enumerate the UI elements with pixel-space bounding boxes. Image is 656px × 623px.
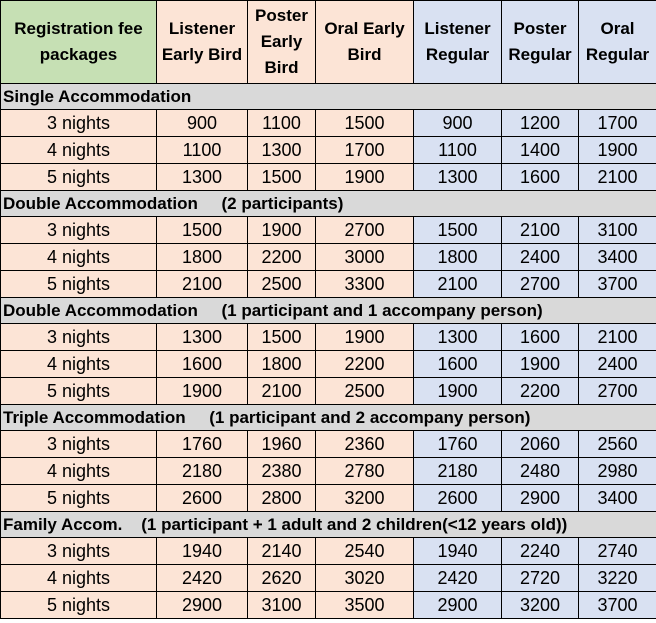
price-cell: 1760	[414, 431, 502, 458]
table-row	[1, 164, 656, 191]
row-label: 4 nights	[1, 565, 157, 592]
price-cell: 1300	[157, 164, 248, 191]
table-row	[1, 485, 656, 512]
row-label: 5 nights	[1, 592, 157, 619]
price-cell: 1900	[157, 378, 248, 405]
price-cell: 3100	[248, 592, 316, 619]
table-row	[1, 538, 656, 565]
section-title: Triple Accommodation (1 participant and 2 accompany person)	[1, 405, 656, 431]
price-cell: 1500	[248, 164, 316, 191]
price-cell: 1600	[502, 324, 579, 351]
table-row	[1, 378, 656, 405]
price-cell: 2100	[579, 324, 656, 351]
price-cell: 2500	[316, 378, 414, 405]
price-cell: 1700	[316, 137, 414, 164]
price-cell: 2700	[316, 217, 414, 244]
table-row	[1, 431, 656, 458]
price-cell: 1500	[414, 217, 502, 244]
section-header-row	[1, 405, 656, 431]
price-cell: 1900	[316, 324, 414, 351]
section-title: Double Accommodation (2 participants)	[1, 191, 656, 217]
price-cell: 1800	[157, 244, 248, 271]
price-cell: 2480	[502, 458, 579, 485]
table-row	[1, 565, 656, 592]
price-cell: 3000	[316, 244, 414, 271]
price-cell: 2900	[414, 592, 502, 619]
price-cell: 900	[414, 110, 502, 137]
header-poster-regular: Poster Regular	[502, 1, 579, 84]
price-cell: 1900	[579, 137, 656, 164]
price-cell: 2240	[502, 538, 579, 565]
section-header-row	[1, 298, 656, 324]
row-label: 4 nights	[1, 458, 157, 485]
price-cell: 3400	[579, 244, 656, 271]
header-row	[1, 1, 656, 84]
price-cell: 1600	[414, 351, 502, 378]
table-row	[1, 458, 656, 485]
price-cell: 2380	[248, 458, 316, 485]
price-cell: 1100	[414, 137, 502, 164]
price-cell: 1300	[248, 137, 316, 164]
price-cell: 1800	[248, 351, 316, 378]
price-cell: 1100	[157, 137, 248, 164]
row-label: 3 nights	[1, 538, 157, 565]
table-row	[1, 271, 656, 298]
price-cell: 3700	[579, 271, 656, 298]
section-title: Double Accommodation (1 participant and 1 accompany person)	[1, 298, 656, 324]
price-cell: 2180	[414, 458, 502, 485]
price-cell: 3400	[579, 485, 656, 512]
price-cell: 2400	[579, 351, 656, 378]
price-cell: 1300	[414, 164, 502, 191]
table-row	[1, 324, 656, 351]
price-cell: 1100	[248, 110, 316, 137]
section-header-row	[1, 84, 656, 110]
row-label: 5 nights	[1, 378, 157, 405]
price-cell: 2700	[502, 271, 579, 298]
row-label: 3 nights	[1, 324, 157, 351]
section-title: Single Accommodation	[1, 84, 656, 110]
price-cell: 1960	[248, 431, 316, 458]
price-cell: 2780	[316, 458, 414, 485]
price-cell: 1300	[157, 324, 248, 351]
section-title: Family Accom. (1 participant + 1 adult and 2 children(<12 years old))	[1, 512, 656, 538]
price-cell: 1760	[157, 431, 248, 458]
price-cell: 2200	[502, 378, 579, 405]
table-row	[1, 592, 656, 619]
row-label: 5 nights	[1, 164, 157, 191]
price-cell: 1940	[157, 538, 248, 565]
price-cell: 2800	[248, 485, 316, 512]
price-cell: 2540	[316, 538, 414, 565]
price-cell: 2100	[414, 271, 502, 298]
header-listener-regular: Listener Regular	[414, 1, 502, 84]
price-cell: 1900	[316, 164, 414, 191]
section-header-row	[1, 191, 656, 217]
price-cell: 2100	[248, 378, 316, 405]
price-cell: 1900	[414, 378, 502, 405]
price-cell: 2140	[248, 538, 316, 565]
price-cell: 2360	[316, 431, 414, 458]
price-cell: 2600	[157, 485, 248, 512]
header-oral-regular: Oral Regular	[579, 1, 656, 84]
table-row	[1, 137, 656, 164]
table-body	[1, 84, 656, 619]
header-listener-early-bird: Listener Early Bird	[157, 1, 248, 84]
header-packages: Registration fee packages	[1, 1, 157, 84]
table-row	[1, 217, 656, 244]
section-header-row	[1, 512, 656, 538]
price-cell: 2740	[579, 538, 656, 565]
table-row	[1, 244, 656, 271]
price-cell: 2900	[157, 592, 248, 619]
price-cell: 2980	[579, 458, 656, 485]
row-label: 5 nights	[1, 271, 157, 298]
price-cell: 2420	[414, 565, 502, 592]
price-cell: 3020	[316, 565, 414, 592]
price-cell: 1500	[248, 324, 316, 351]
price-cell: 3100	[579, 217, 656, 244]
row-label: 3 nights	[1, 431, 157, 458]
row-label: 3 nights	[1, 110, 157, 137]
price-cell: 1300	[414, 324, 502, 351]
price-cell: 1700	[579, 110, 656, 137]
price-cell: 1940	[414, 538, 502, 565]
table-row	[1, 351, 656, 378]
price-cell: 1600	[157, 351, 248, 378]
price-cell: 2420	[157, 565, 248, 592]
price-cell: 2620	[248, 565, 316, 592]
price-cell: 3300	[316, 271, 414, 298]
price-cell: 1600	[502, 164, 579, 191]
row-label: 5 nights	[1, 485, 157, 512]
price-cell: 2400	[502, 244, 579, 271]
price-cell: 2100	[579, 164, 656, 191]
header-oral-early-bird: Oral Early Bird	[316, 1, 414, 84]
price-cell: 2060	[502, 431, 579, 458]
price-cell: 3500	[316, 592, 414, 619]
price-cell: 2500	[248, 271, 316, 298]
price-cell: 1500	[157, 217, 248, 244]
row-label: 4 nights	[1, 351, 157, 378]
table-row	[1, 110, 656, 137]
price-cell: 900	[157, 110, 248, 137]
price-cell: 2200	[316, 351, 414, 378]
price-cell: 3220	[579, 565, 656, 592]
row-label: 4 nights	[1, 137, 157, 164]
row-label: 3 nights	[1, 217, 157, 244]
price-cell: 3200	[316, 485, 414, 512]
price-cell: 1800	[414, 244, 502, 271]
row-label: 4 nights	[1, 244, 157, 271]
price-cell: 2600	[414, 485, 502, 512]
price-cell: 3200	[502, 592, 579, 619]
price-cell: 2720	[502, 565, 579, 592]
price-cell: 2560	[579, 431, 656, 458]
price-cell: 1400	[502, 137, 579, 164]
price-cell: 2700	[579, 378, 656, 405]
price-cell: 1900	[248, 217, 316, 244]
price-cell: 3700	[579, 592, 656, 619]
header-poster-early-bird: Poster Early Bird	[248, 1, 316, 84]
price-cell: 1900	[502, 351, 579, 378]
price-cell: 2100	[502, 217, 579, 244]
price-cell: 2200	[248, 244, 316, 271]
price-cell: 1500	[316, 110, 414, 137]
price-cell: 1200	[502, 110, 579, 137]
price-cell: 2180	[157, 458, 248, 485]
price-cell: 2100	[157, 271, 248, 298]
price-cell: 2900	[502, 485, 579, 512]
